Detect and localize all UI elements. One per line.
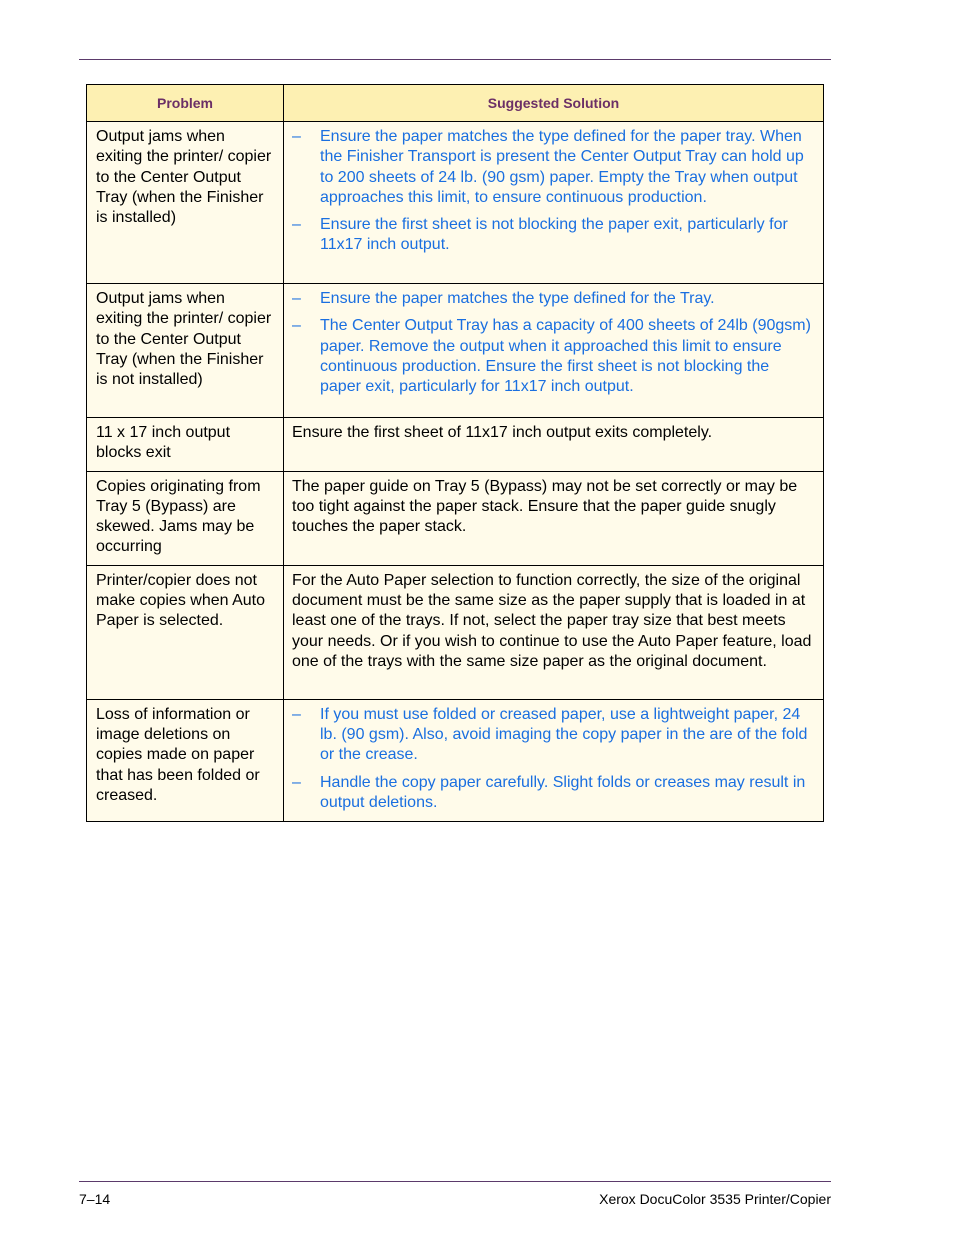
bullet-text: The Center Output Tray has a capacity of 400 sheets of 24lb (90gsm) paper. Remove the output when it approached this limit to ensure continuous production. Ensure the first sheet is not blocking the paper exit, particularly for 11x17 inch output. [320,317,811,396]
solution-bullet-list [292,705,813,813]
problem-column-header: Problem [87,85,284,122]
solution-bullet-list [292,127,813,256]
bullet-dash-icon: – [292,705,301,723]
bullet-dash-icon: – [292,317,301,335]
solution-bullet-item [292,773,813,814]
solution-bullet-item [292,316,813,397]
bullet-text: Ensure the paper matches the type defined for the paper tray. When the Finisher Transport is present the Center Output Tray can hold up to 200 sheets of 24 lb. (90 gsm) paper. Empty the Tray when output approaches this limit, to ensure continuous production. [320,128,804,206]
table-row [87,418,824,472]
table-body [87,122,824,822]
page-number: 7–14 [79,1191,111,1207]
bullet-dash-icon: – [292,128,301,145]
solution-bullet-list [292,289,813,397]
table-row [87,122,824,284]
solution-cell: For the Auto Paper selection to function correctly, the size of the original document must be the same size as the paper supply that is loaded in at least one of the trays. If not, select the paper tray size that best meets your needs. Or if you wish to continue to use the Auto Paper feature, load one of the trays with the same size paper as the original document. [284,565,824,699]
problem-cell: Copies originating from Tray 5 (Bypass) are skewed. Jams may be occurring [87,471,284,565]
product-name: Xerox DocuColor 3535 Printer/Copier [599,1191,831,1207]
bullet-dash-icon: – [292,290,301,307]
solution-cell [284,122,824,284]
solution-bullet-item [292,289,813,309]
solution-bullet-item [292,127,813,208]
footer-rule [79,1181,831,1182]
bullet-text: Ensure the paper matches the type defined for the Tray. [320,290,715,307]
solution-cell: Ensure the first sheet of 11x17 inch output exits completely. [284,418,824,472]
header-rule [79,59,831,60]
bullet-text: Handle the copy paper carefully. Slight folds or creases may result in output deletions. [320,773,806,811]
bullet-dash-icon: – [292,773,301,791]
table-header-row [87,85,824,122]
bullet-text: Ensure the first sheet is not blocking the paper exit, particularly for 11x17 inch output. [320,216,788,254]
table-row [87,471,824,565]
problem-cell: 11 x 17 inch output blocks exit [87,418,284,472]
troubleshooting-table [86,84,824,822]
solution-cell: The paper guide on Tray 5 (Bypass) may not be set correctly or may be too tight against the paper stack. Ensure that the paper guide snugly touches the paper stack. [284,471,824,565]
solution-cell [284,284,824,418]
bullet-text: If you must use folded or creased paper, use a lightweight paper, 24 lb. (90 gsm). Also, avoid imaging the copy paper in the are of the fold or the crease. [320,705,808,764]
solution-bullet-item [292,705,813,766]
table-row [87,565,824,699]
table-row [87,284,824,418]
solution-bullet-item [292,215,813,256]
problem-cell: Loss of information or image deletions on copies made on paper that has been folded or creased. [87,699,284,821]
problem-cell: Output jams when exiting the printer/ copier to the Center Output Tray (when the Finisher is not installed) [87,284,284,418]
problem-cell: Output jams when exiting the printer/ copier to the Center Output Tray (when the Finisher is installed) [87,122,284,284]
problem-cell: Printer/copier does not make copies when Auto Paper is selected. [87,565,284,699]
solution-column-header: Suggested Solution [284,85,824,122]
solution-cell [284,699,824,821]
bullet-dash-icon: – [292,216,301,234]
table-row [87,699,824,821]
